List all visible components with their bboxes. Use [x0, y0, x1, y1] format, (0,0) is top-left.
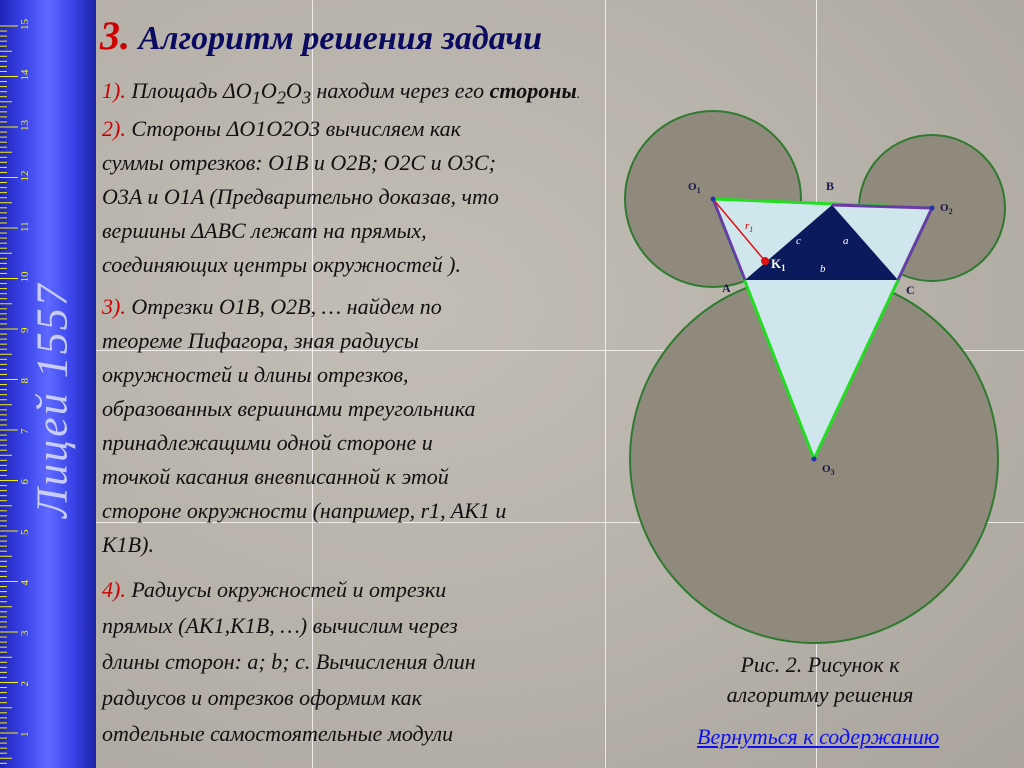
- ruler-number: 7: [19, 428, 31, 434]
- line-text: теореме Пифагора, зная радиусы: [102, 328, 419, 353]
- ruler-number: 13: [19, 120, 31, 131]
- ruler-number: 9: [19, 327, 31, 333]
- text: O: [260, 78, 277, 103]
- point-k1: [761, 257, 769, 265]
- line-text: соединяющих центры окружностей ).: [102, 252, 461, 277]
- subscript: 3: [301, 87, 311, 108]
- subscript: 1: [251, 87, 261, 108]
- ruler-number: 14: [19, 69, 31, 81]
- line-text: K1B).: [102, 532, 154, 557]
- label-side-a: a: [843, 235, 849, 247]
- text: .: [576, 87, 581, 102]
- label-side-c: c: [796, 235, 801, 247]
- line-text: Отрезки O1B, O2B, … найдем по: [131, 294, 442, 319]
- step-number: 2).: [102, 116, 126, 141]
- ruler-number: 1: [19, 731, 31, 737]
- ruler-number: 10: [19, 271, 31, 283]
- line-text: суммы отрезков: O1B и O2B; O2C и O3C;: [102, 150, 497, 175]
- line-text: стороне окружности (например, r1, AK1 и: [102, 498, 507, 523]
- ruler-number: 2: [19, 681, 31, 687]
- title-text: Алгоритм решения задачи: [138, 20, 543, 57]
- step-number: 1).: [102, 78, 126, 103]
- ruler-number: 12: [19, 170, 31, 182]
- line-text: отдельные самостоятельные модули: [102, 721, 454, 746]
- ruler-number: 6: [19, 479, 31, 485]
- label-o2: $O_2$: [940, 202, 953, 216]
- text: ΔO: [222, 78, 252, 103]
- line-text: принадлежащими одной стороне и: [102, 430, 433, 455]
- ruler-number: 3: [19, 630, 31, 636]
- title-number: 3.: [100, 13, 130, 58]
- watermark-lyceum: Лицей 1557: [27, 282, 77, 518]
- line-text: точкой касания вневписанной к этой: [102, 464, 449, 489]
- ruler-number: 5: [19, 529, 31, 535]
- ruler-number: 15: [19, 19, 31, 30]
- line-text: образованных вершинами треугольника: [102, 396, 476, 421]
- figure-caption: Рис. 2. Рисунок к алгоритму решения: [726, 652, 914, 707]
- label-a: A: [722, 281, 731, 295]
- label-k1: $K_1$: [771, 256, 786, 273]
- label-o3: $O_3$: [822, 463, 835, 477]
- label-c: C: [906, 283, 915, 297]
- line-text: вершины ΔABC лежат на прямых,: [102, 218, 427, 243]
- line-text: радиусов и отрезков оформим как: [102, 685, 422, 710]
- label-side-b: b: [820, 263, 826, 275]
- step-number: 3).: [102, 294, 126, 319]
- text: Площадь: [131, 78, 223, 103]
- subscript: 2: [276, 87, 286, 108]
- line-text: прямых (AK1,K1B, …) вычислим через: [102, 613, 458, 638]
- ruler-number: 4: [19, 580, 31, 586]
- label-b: B: [826, 179, 835, 193]
- line-text: Радиусы окружностей и отрезки: [131, 577, 447, 602]
- point-o1: [711, 197, 716, 202]
- point-o3: [812, 457, 817, 462]
- text: O: [285, 78, 302, 103]
- label-o1: $O_1$: [688, 181, 701, 195]
- line-text: окружностей и длины отрезков,: [102, 362, 409, 387]
- ruler-number: 11: [19, 221, 31, 232]
- label-r1: $r_1$: [745, 220, 754, 234]
- text: находим через его: [310, 78, 490, 103]
- point-o2: [930, 206, 935, 211]
- step-number: 4).: [102, 577, 126, 602]
- bold-text: стороны: [489, 78, 577, 103]
- back-to-contents-link[interactable]: Вернуться к содержанию: [697, 724, 940, 749]
- line-text: длины сторон: a; b; c. Вычисления длин: [102, 649, 476, 674]
- ruler-number: 8: [19, 378, 31, 384]
- line-text: Стороны ΔO1O2O3 вычисляем как: [131, 116, 461, 141]
- line-text: O3A и O1A (Предварительно доказав, что: [102, 184, 499, 209]
